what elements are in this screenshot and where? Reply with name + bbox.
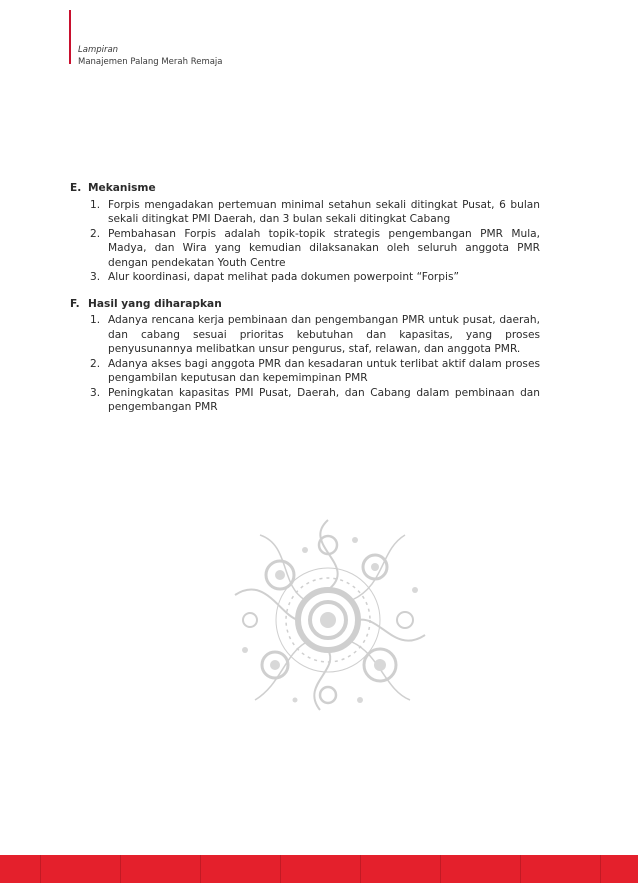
- footer-divider: [600, 855, 601, 883]
- list-number: 3.: [90, 386, 101, 399]
- footer-divider: [200, 855, 201, 883]
- list-number: 1.: [90, 314, 101, 326]
- section-hasil-yang-diharapkan: [70, 297, 540, 415]
- section-title: Hasil yang diharapkan: [88, 297, 222, 310]
- list-number: 2.: [90, 227, 101, 240]
- header-accent-line: [69, 10, 71, 64]
- list-text: Pembahasan Forpis adalah topik-topik strategis pengembangan PMR Mula, Madya, dan Wira yang kemudian dilaksanakan oleh seluruh anggota PMR dengan pendekatan Youth Centre: [108, 227, 540, 269]
- numbered-list: [70, 313, 540, 415]
- list-number: 3.: [90, 271, 101, 283]
- footer-divider: [40, 855, 41, 883]
- section-title: Mekanisme: [88, 182, 156, 194]
- section-heading: [70, 297, 540, 312]
- document-body: [70, 181, 540, 415]
- section-letter: F.: [70, 297, 80, 310]
- list-item: [70, 270, 540, 285]
- section-heading: [70, 181, 540, 196]
- list-text: Adanya akses bagi anggota PMR dan kesadaran untuk terlibat aktif dalam proses pengambilan keputusan dan kepemimpinan PMR: [108, 357, 540, 384]
- footer-divider: [440, 855, 441, 883]
- footer-divider: [120, 855, 121, 883]
- list-number: 2.: [90, 357, 101, 370]
- list-item: [70, 386, 540, 415]
- footer-accent-bar: [0, 855, 638, 883]
- footer-divider: [280, 855, 281, 883]
- list-text: Forpis mengadakan pertemuan minimal setahun sekali ditingkat Pusat, 6 bulan sekali ditingkat PMI Daerah, dan 3 bulan sekali ditingkat Cabang: [108, 198, 540, 225]
- header-label: Lampiran: [78, 45, 119, 55]
- list-number: 1.: [90, 198, 101, 211]
- header-document-title: Manajemen Palang Merah Remaja: [78, 57, 223, 67]
- footer-divider: [520, 855, 521, 883]
- decorative-floral-ornament-icon: [220, 505, 440, 725]
- section-letter: E.: [70, 182, 82, 194]
- section-mekanisme: [70, 181, 540, 285]
- list-item: [70, 198, 540, 227]
- numbered-list: [70, 198, 540, 285]
- list-text: Alur koordinasi, dapat melihat pada dokumen powerpoint “Forpis”: [108, 271, 459, 283]
- list-text: Peningkatan kapasitas PMI Pusat, Daerah, dan Cabang dalam pembinaan dan pengembangan PMR: [108, 386, 540, 413]
- list-item: [70, 227, 540, 271]
- list-item: [70, 313, 540, 357]
- list-item: [70, 357, 540, 386]
- running-header: [78, 44, 223, 68]
- list-text: Adanya rencana kerja pembinaan dan pengembangan PMR untuk pusat, daerah, dan cabang sesuai prioritas kebutuhan dan kapasitas, yang proses penyusunannya melibatkan unsur pengurus, staf, relawan, dan anggota PMR.: [108, 314, 540, 355]
- footer-divider: [360, 855, 361, 883]
